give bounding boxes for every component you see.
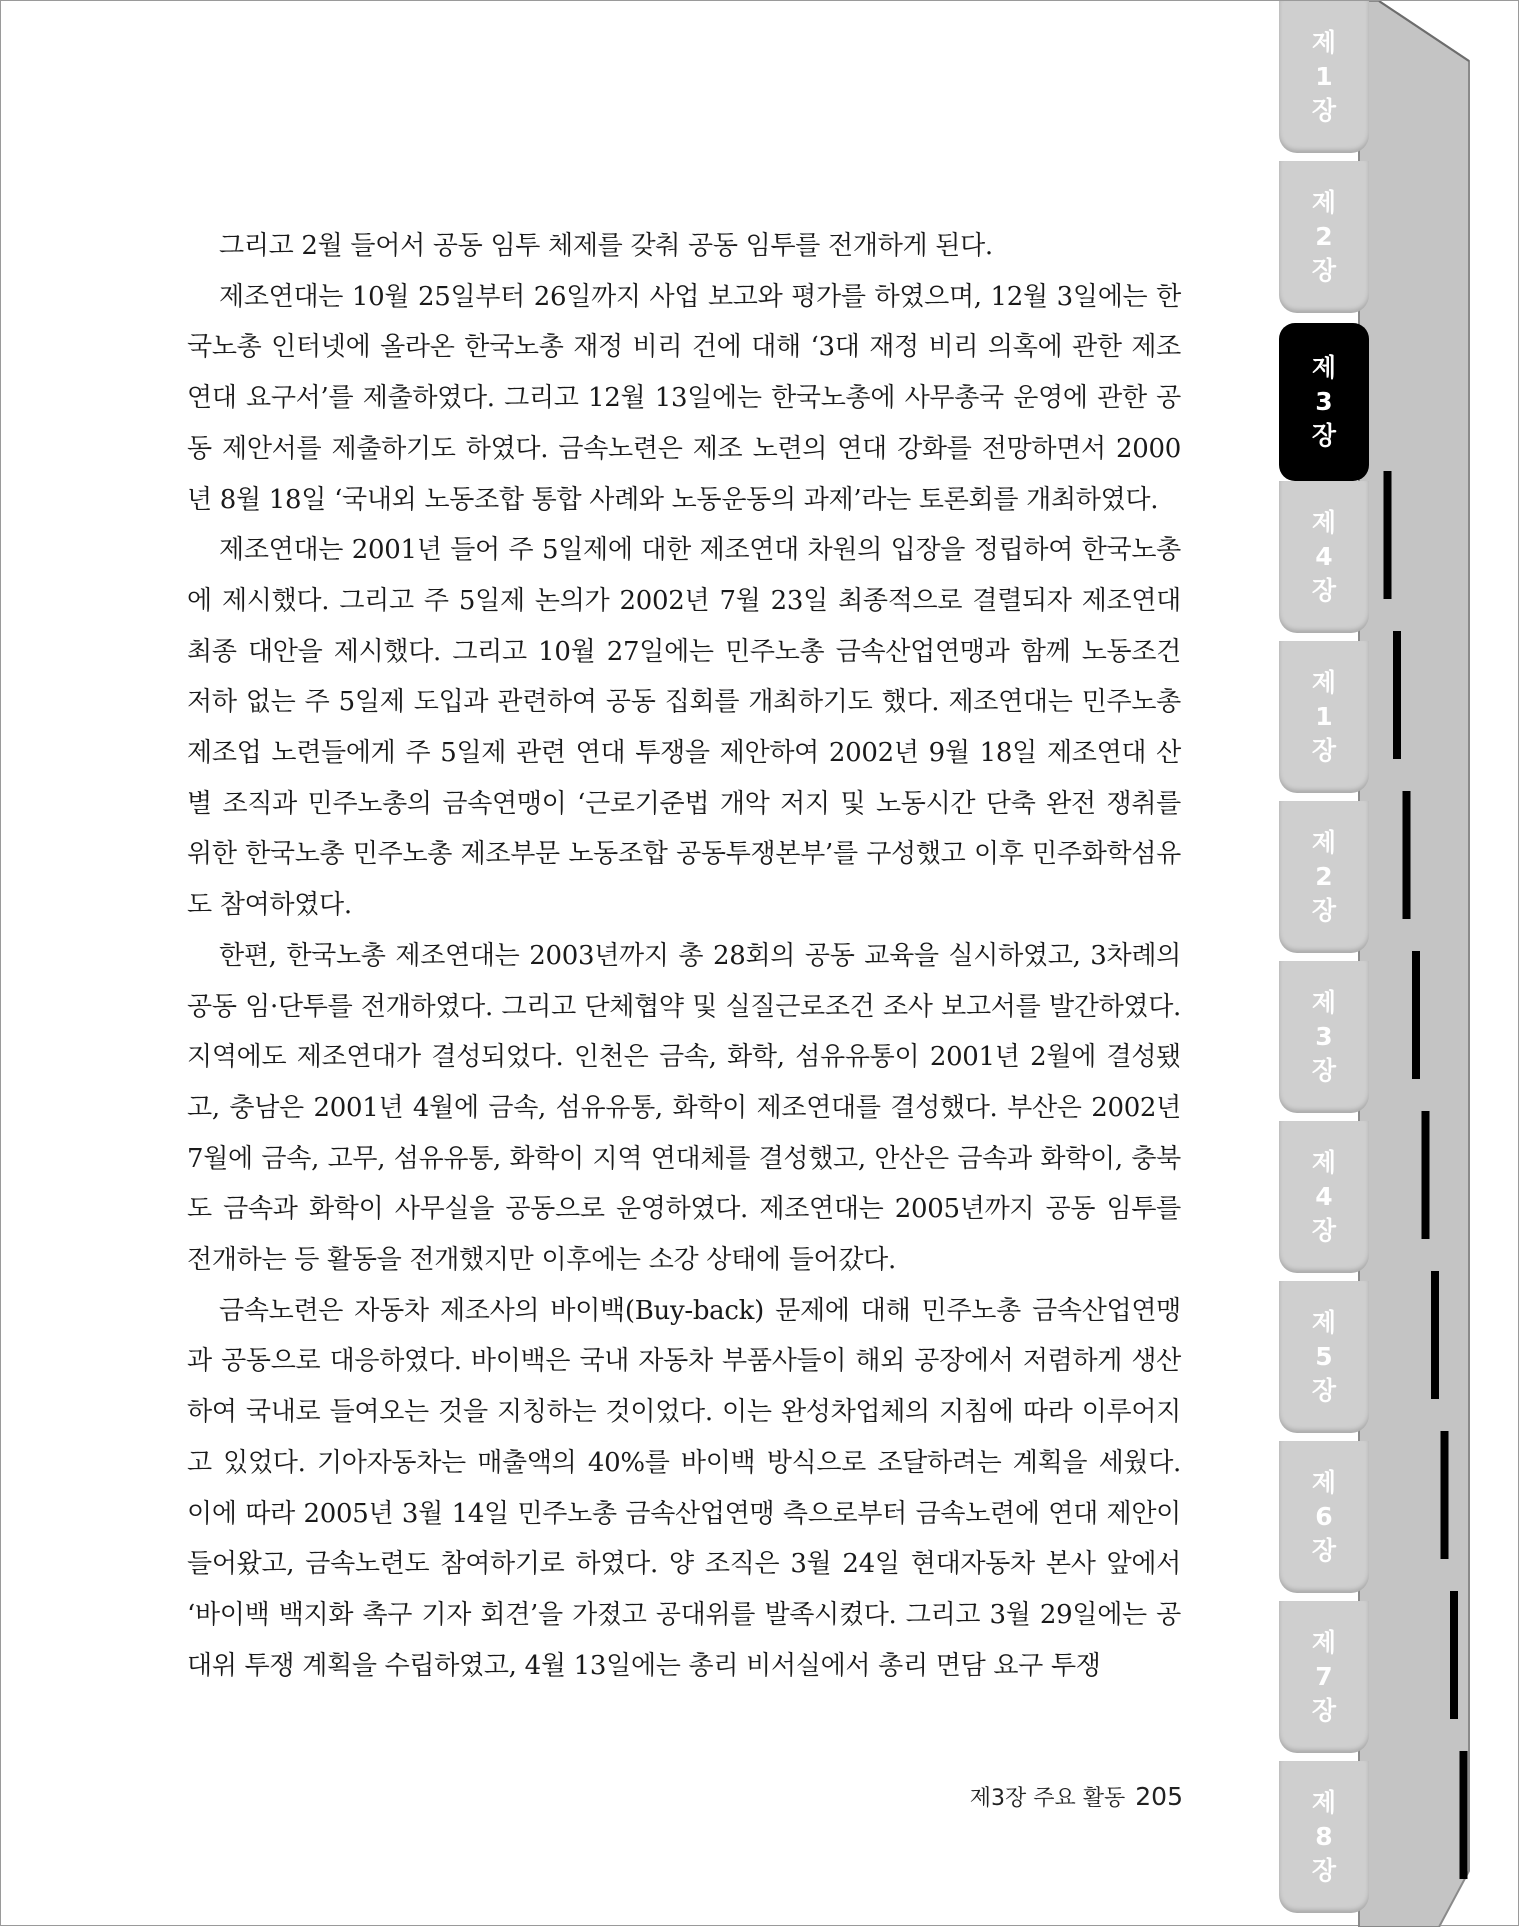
- edge-mark: [1412, 951, 1420, 1079]
- page-footer: [961, 1781, 1183, 1812]
- paragraph: 금속노련은 자동차 제조사의 바이백(Buy-back) 문제에 대해 민주노총 금속산업연맹과 공동으로 대응하였다. 바이백은 국내 자동차 부품사들이 해외 공장에서 저렴하게 생산하여 국내로 들여오는 것을 지칭하는 것이었다. 이는 완성차업체의 지침에 따라 이루어지고 있었다. 기아자동차는 매출액의 40%를 바이백 방식으로 조달하려는 계획을 세웠다. 이에 따라 2005년 3월 14일 민주노총 금속산업연맹 측으로부터 금속노련에 연대 제안이 들어왔고, 금속노련도 참여하기로 하였다. 양 조직은 3월 24일 현대자동차 본사 앞에서 ‘바이백 백지화 촉구 기자 회견’을 가졌고 공대위를 발족시켰다. 그리고 3월 29일에는 공대위 투쟁 계획을 수립하였고, 4월 13일에는 총리 비서실에서 총리 면담 요구 투쟁: [187, 1295, 1181, 1681]
- edge-mark: [1460, 1751, 1468, 1879]
- edge-mark: [1393, 631, 1401, 759]
- edge-mark: [1441, 1431, 1449, 1559]
- chapter-tab-12[interactable]: 제 8 장: [1279, 1761, 1369, 1913]
- paragraph: 한편, 한국노총 제조연대는 2003년까지 총 28회의 공동 교육을 실시하였고, 3차례의 공동 임·단투를 전개하였다. 그리고 단체협약 및 실질근로조건 조사 보고서를 발간하였다. 지역에도 제조연대가 결성되었다. 인천은 금속, 화학, 섬유유통이 2001년 2월에 결성됐고, 충남은 2001년 4월에 금속, 섬유유통, 화학이 제조연대를 결성했다. 부산은 2002년 7월에 금속, 고무, 섬유유통, 화학이 지역 연대체를 결성했고, 안산은 금속과 화학이, 충북도 금속과 화학이 사무실을 공동으로 운영하였다. 제조연대는 2005년까지 공동 임투를 전개하는 등 활동을 전개했지만 이후에는 소강 상태에 들어갔다.: [187, 940, 1181, 1276]
- footer-chapter: 제3장 주요 활동: [969, 1786, 1126, 1811]
- chapter-tab-stack: [1279, 1, 1519, 1927]
- edge-mark: [1431, 1271, 1439, 1399]
- paragraph: 제조연대는 10월 25일부터 26일까지 사업 보고와 평가를 하였으며, 12월 3일에는 한국노총 인터넷에 올라온 한국노총 재정 비리 건에 대해 ‘3대 재정 비리 의혹에 관한 제조연대 요구서’를 제출하였다. 그리고 12월 13일에는 한국노총에 사무총국 운영에 관한 공동 제안서를 제출하기도 하였다. 금속노련은 제조 노련의 연대 강화를 전망하면서 2000년 8월 18일 ‘국내외 노동조합 통합 사례와 노동운동의 과제’라는 토론회를 개최하였다.: [187, 281, 1181, 515]
- chapter-tab-7[interactable]: 제 3 장: [1279, 961, 1369, 1113]
- chapter-tab-9[interactable]: 제 5 장: [1279, 1281, 1369, 1433]
- chapter-tab-6[interactable]: 제 2 장: [1279, 801, 1369, 953]
- edge-mark: [1450, 1591, 1458, 1719]
- chapter-tab-2[interactable]: 제 2 장: [1279, 161, 1369, 313]
- chapter-tab-1[interactable]: 제 1 장: [1279, 1, 1369, 153]
- page-number: 205: [1135, 1782, 1183, 1811]
- chapter-tab-8[interactable]: 제 4 장: [1279, 1121, 1369, 1273]
- chapter-tab-5[interactable]: 제 1 장: [1279, 641, 1369, 793]
- body-text: [187, 221, 1181, 1691]
- chapter-tab-4[interactable]: 제 4 장: [1279, 481, 1369, 633]
- edge-mark: [1384, 471, 1392, 599]
- paragraph: 그리고 2월 들어서 공동 임투 체제를 갖춰 공동 임투를 전개하게 된다.: [219, 231, 993, 261]
- chapter-tab-3[interactable]: 제 3 장: [1279, 323, 1369, 481]
- edge-mark: [1403, 791, 1411, 919]
- chapter-tab-11[interactable]: 제 7 장: [1279, 1601, 1369, 1753]
- chapter-tab-10[interactable]: 제 6 장: [1279, 1441, 1369, 1593]
- paragraph: 제조연대는 2001년 들어 주 5일제에 대한 제조연대 차원의 입장을 정립하여 한국노총에 제시했다. 그리고 주 5일제 논의가 2002년 7월 23일 최종적으로 결렬되자 제조연대 최종 대안을 제시했다. 그리고 10월 27일에는 민주노총 금속산업연맹과 함께 노동조건 저하 없는 주 5일제 도입과 관련하여 공동 집회를 개최하기도 했다. 제조연대는 민주노총 제조업 노련들에게 주 5일제 관련 연대 투쟁을 제안하여 2002년 9월 18일 제조연대 산별 조직과 민주노총의 금속연맹이 ‘근로기준법 개악 저지 및 노동시간 단축 완전 쟁취를 위한 한국노총 민주노총 제조부문 노동조합 공동투쟁본부’를 구성했고 이후 민주화학섬유도 참여하였다.: [187, 535, 1181, 921]
- edge-mark: [1422, 1111, 1430, 1239]
